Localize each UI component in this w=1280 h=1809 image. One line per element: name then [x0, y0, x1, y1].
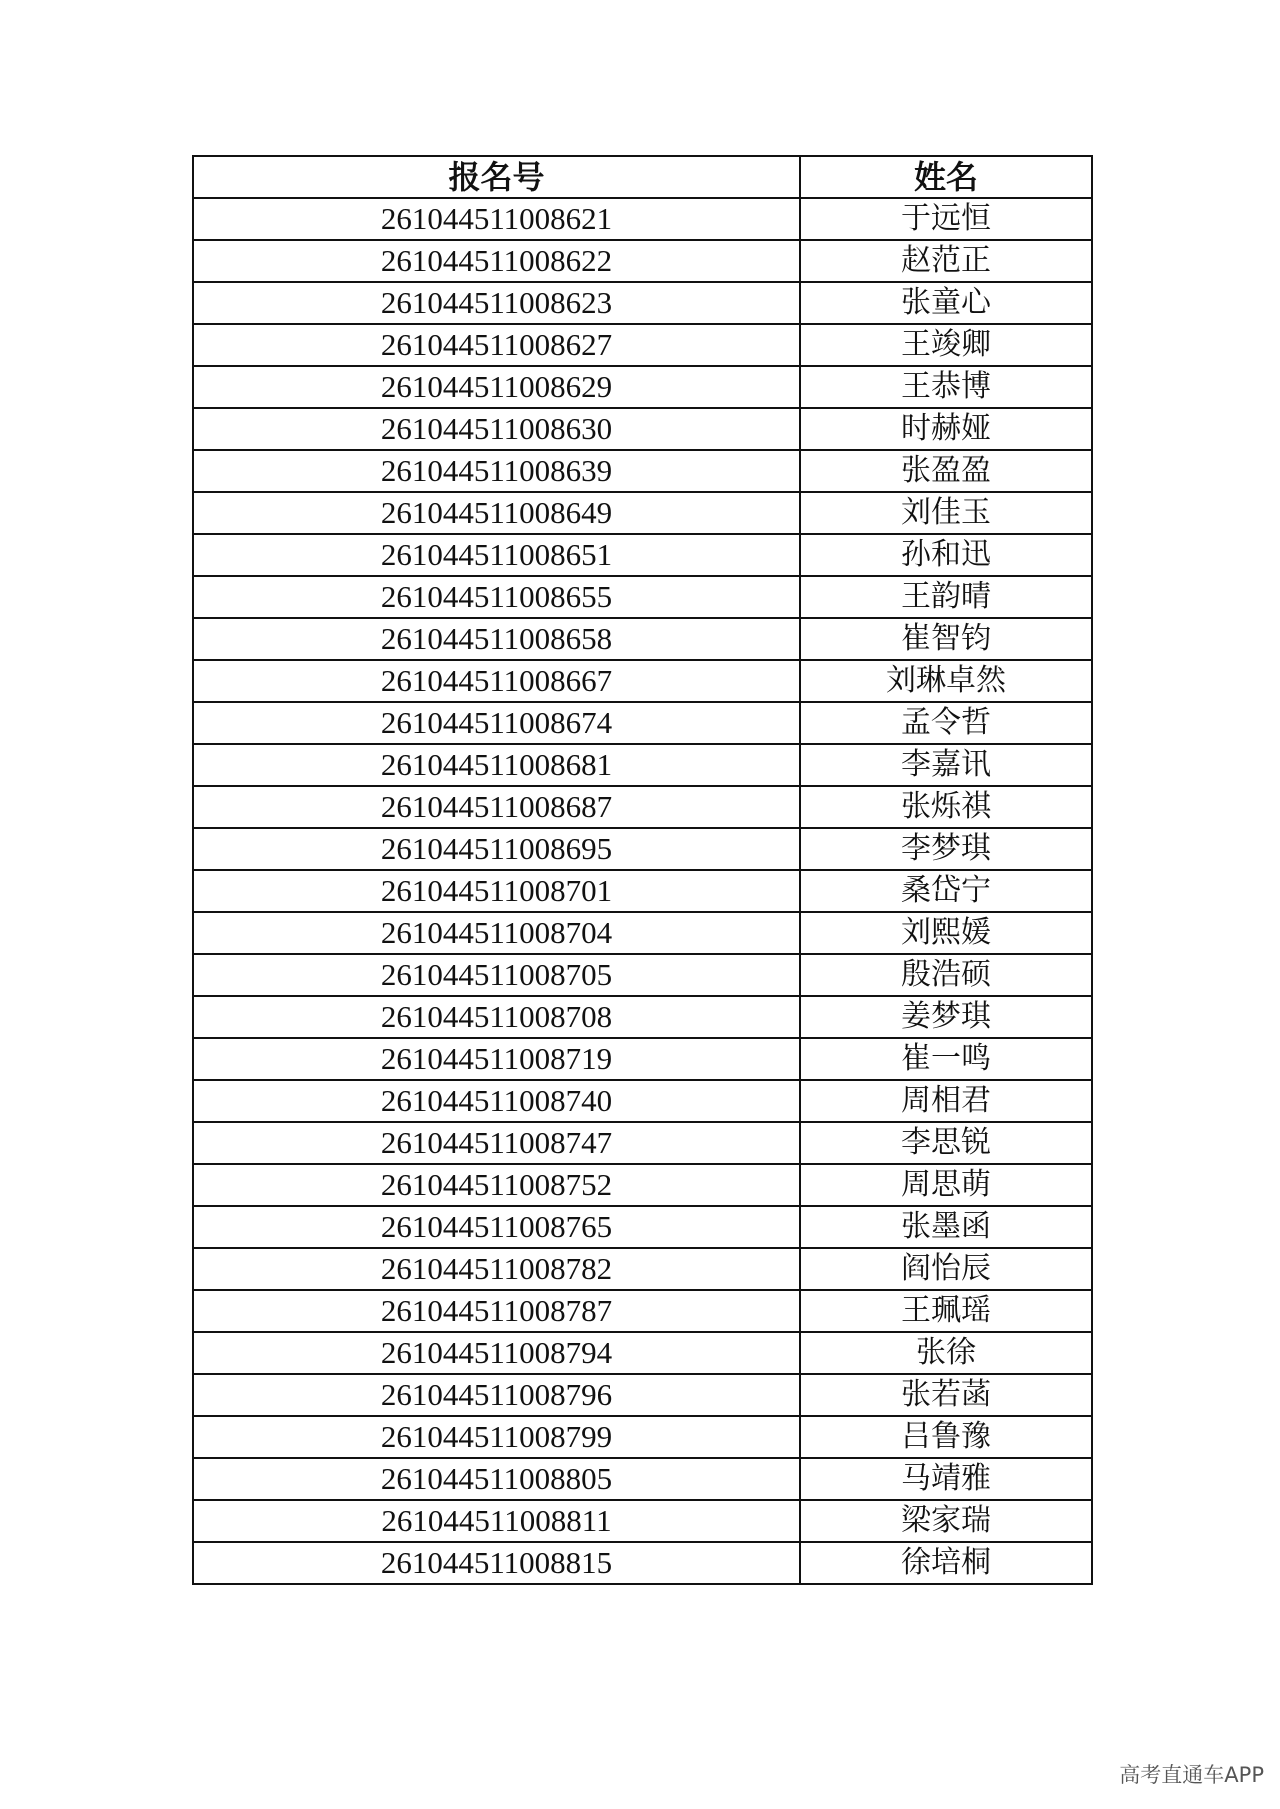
table-row [193, 324, 1092, 366]
registration-number-cell: 261044511008629 [193, 366, 800, 408]
registration-number-cell: 261044511008799 [193, 1416, 800, 1458]
registration-number-cell: 261044511008805 [193, 1458, 800, 1500]
table-row [193, 996, 1092, 1038]
name-cell: 王珮瑶 [800, 1290, 1092, 1332]
registration-number-cell: 261044511008796 [193, 1374, 800, 1416]
registration-table [192, 155, 1093, 1585]
name-cell: 周思萌 [800, 1164, 1092, 1206]
table-row [193, 1332, 1092, 1374]
name-cell: 吕鲁豫 [800, 1416, 1092, 1458]
table-row [193, 660, 1092, 702]
name-cell: 李思锐 [800, 1122, 1092, 1164]
registration-number-cell: 261044511008667 [193, 660, 800, 702]
name-cell: 桑岱宁 [800, 870, 1092, 912]
registration-number-cell: 261044511008765 [193, 1206, 800, 1248]
table-row [193, 1374, 1092, 1416]
registration-number-cell: 261044511008740 [193, 1080, 800, 1122]
registration-number-cell: 261044511008747 [193, 1122, 800, 1164]
registration-number-cell: 261044511008651 [193, 534, 800, 576]
registration-number-cell: 261044511008719 [193, 1038, 800, 1080]
name-cell: 王恭博 [800, 366, 1092, 408]
name-cell: 张童心 [800, 282, 1092, 324]
table-row [193, 912, 1092, 954]
table-row [193, 282, 1092, 324]
table-row [193, 1038, 1092, 1080]
table-row [193, 576, 1092, 618]
registration-number-cell: 261044511008655 [193, 576, 800, 618]
name-cell: 刘熙媛 [800, 912, 1092, 954]
registration-number-cell: 261044511008621 [193, 198, 800, 240]
table-row [193, 534, 1092, 576]
name-cell: 李嘉讯 [800, 744, 1092, 786]
registration-number-cell: 261044511008704 [193, 912, 800, 954]
registration-number-cell: 261044511008649 [193, 492, 800, 534]
name-cell: 马靖雅 [800, 1458, 1092, 1500]
table-row [193, 786, 1092, 828]
table-row [193, 1206, 1092, 1248]
name-cell: 赵范正 [800, 240, 1092, 282]
name-cell: 孙和迅 [800, 534, 1092, 576]
table-row [193, 1290, 1092, 1332]
name-cell: 张若菡 [800, 1374, 1092, 1416]
name-cell: 姜梦琪 [800, 996, 1092, 1038]
table-row [193, 1416, 1092, 1458]
registration-number-cell: 261044511008705 [193, 954, 800, 996]
table-row [193, 1542, 1092, 1584]
table-row [193, 198, 1092, 240]
registration-number-cell: 261044511008701 [193, 870, 800, 912]
table-row [193, 954, 1092, 996]
registration-number-cell: 261044511008794 [193, 1332, 800, 1374]
registration-number-cell: 261044511008782 [193, 1248, 800, 1290]
registration-number-cell: 261044511008687 [193, 786, 800, 828]
name-cell: 张烁祺 [800, 786, 1092, 828]
name-cell: 张徐 [800, 1332, 1092, 1374]
table-row [193, 240, 1092, 282]
table-row [193, 450, 1092, 492]
registration-number-cell: 261044511008658 [193, 618, 800, 660]
registration-number-cell: 261044511008627 [193, 324, 800, 366]
name-cell: 王竣卿 [800, 324, 1092, 366]
name-cell: 崔智钧 [800, 618, 1092, 660]
registration-number-cell: 261044511008811 [193, 1500, 800, 1542]
registration-number-cell: 261044511008787 [193, 1290, 800, 1332]
name-cell: 徐培桐 [800, 1542, 1092, 1584]
registration-number-cell: 261044511008674 [193, 702, 800, 744]
table-row [193, 408, 1092, 450]
table-row [193, 618, 1092, 660]
name-cell: 王韵晴 [800, 576, 1092, 618]
registration-number-cell: 261044511008639 [193, 450, 800, 492]
registration-number-cell: 261044511008681 [193, 744, 800, 786]
table-row [193, 1500, 1092, 1542]
table-row [193, 744, 1092, 786]
table-body [193, 198, 1092, 1584]
table-row [193, 492, 1092, 534]
table-row [193, 870, 1092, 912]
name-cell: 殷浩硕 [800, 954, 1092, 996]
name-cell: 张墨函 [800, 1206, 1092, 1248]
registration-number-cell: 261044511008623 [193, 282, 800, 324]
name-cell: 孟令哲 [800, 702, 1092, 744]
name-cell: 刘佳玉 [800, 492, 1092, 534]
registration-number-cell: 261044511008708 [193, 996, 800, 1038]
table-header-row [193, 156, 1092, 198]
name-cell: 崔一鸣 [800, 1038, 1092, 1080]
column-header-name: 姓名 [800, 156, 1092, 198]
registration-number-cell: 261044511008622 [193, 240, 800, 282]
watermark: 高考直通车APP [1119, 1763, 1264, 1787]
table-row [193, 1122, 1092, 1164]
registration-number-cell: 261044511008752 [193, 1164, 800, 1206]
name-cell: 阎怡辰 [800, 1248, 1092, 1290]
table-row [193, 1164, 1092, 1206]
name-cell: 时赫娅 [800, 408, 1092, 450]
name-cell: 张盈盈 [800, 450, 1092, 492]
table-row [193, 1458, 1092, 1500]
column-header-registration-number: 报名号 [193, 156, 800, 198]
name-cell: 刘琳卓然 [800, 660, 1092, 702]
name-cell: 于远恒 [800, 198, 1092, 240]
table-row [193, 1248, 1092, 1290]
registration-number-cell: 261044511008695 [193, 828, 800, 870]
table-row [193, 828, 1092, 870]
registration-number-cell: 261044511008630 [193, 408, 800, 450]
registration-number-cell: 261044511008815 [193, 1542, 800, 1584]
table-row [193, 702, 1092, 744]
table-row [193, 366, 1092, 408]
table-row [193, 1080, 1092, 1122]
name-cell: 周相君 [800, 1080, 1092, 1122]
name-cell: 李梦琪 [800, 828, 1092, 870]
name-cell: 梁家瑞 [800, 1500, 1092, 1542]
